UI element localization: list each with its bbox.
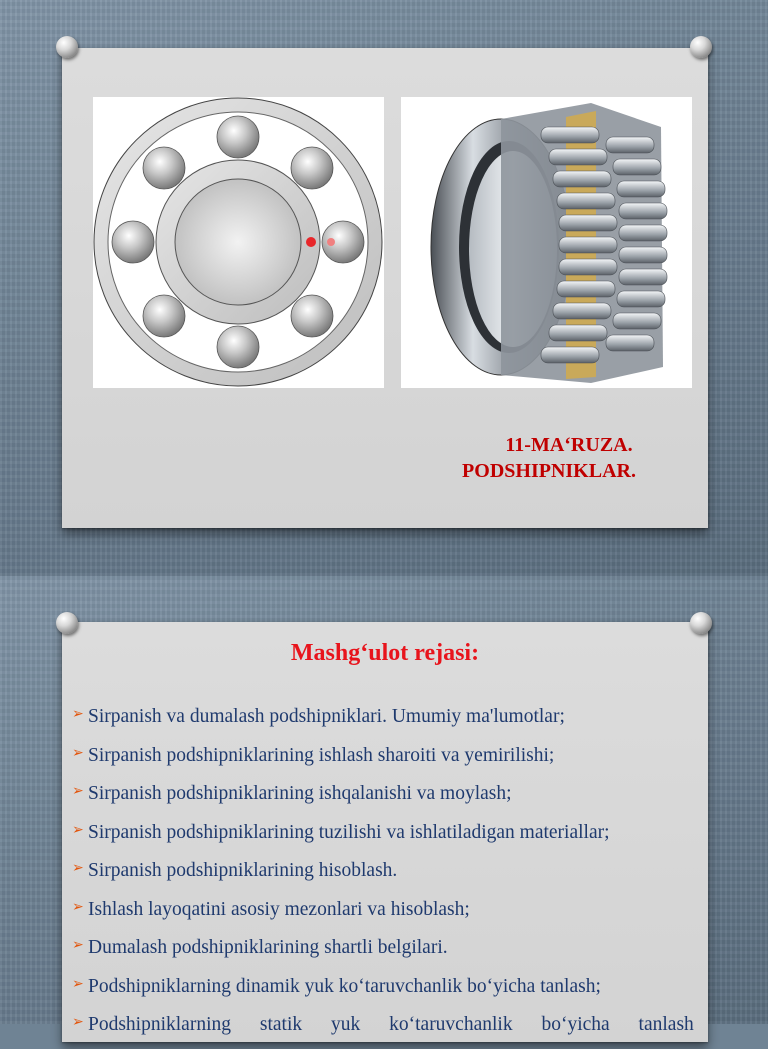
pushpin-icon	[690, 36, 712, 58]
arrow-bullet-icon: ➢	[72, 976, 84, 992]
roller-bearing-image	[401, 97, 692, 388]
list-item: ➢ Sirpanish va dumalash podshipniklari. Umumiy ma'lumotlar;	[72, 702, 692, 741]
arrow-bullet-icon: ➢	[72, 861, 84, 876]
arrow-bullet-icon: ➢	[72, 899, 84, 915]
plan-heading: Mashg‘ulot rejasi:	[290, 640, 480, 666]
arrow-bullet-icon: ➢	[72, 1015, 84, 1030]
cylindrical-roller-bearing-photo	[401, 97, 692, 388]
lecture-title-line1: 11-MA‘RUZA.	[505, 434, 633, 456]
list-item: ➢ Sirpanish podshipniklarining tuzilishi va ishlatiladigan materiallar;	[72, 818, 692, 857]
slide-2	[0, 576, 768, 1035]
list-item: ➢ Sirpanish podshipniklarining hisoblash.	[72, 856, 692, 895]
ball-bearing-diagram	[93, 97, 384, 388]
list-item: ➢ Sirpanish podshipniklarining ishqalanishi va moylash;	[72, 779, 692, 818]
list-item: ➢ Podshipniklarning dinamik yuk ko‘taruvchanlik bo‘yicha tanlash;	[72, 972, 692, 1011]
pushpin-icon	[56, 612, 78, 634]
arrow-bullet-icon: ➢	[72, 822, 84, 838]
list-item: ➢ Podshipniklarning statik yuk ko‘taruvchanlik bo‘yicha tanlash	[72, 1010, 692, 1049]
arrow-bullet-icon: ➢	[72, 784, 84, 799]
pushpin-icon	[56, 36, 78, 58]
arrow-bullet-icon: ➢	[72, 707, 84, 722]
list-item: ➢ Dumalash podshipniklarining shartli belgilari.	[72, 933, 692, 972]
lecture-title-line2: PODSHIPNIKLAR.	[462, 460, 636, 482]
plan-list	[72, 702, 692, 1049]
arrow-bullet-icon: ➢	[72, 938, 84, 953]
arrow-bullet-icon: ➢	[72, 745, 84, 761]
list-item: ➢ Ishlash layoqatini asosiy mezonlari va hisoblash;	[72, 895, 692, 934]
ball-bearing-image	[93, 97, 384, 388]
list-item: ➢ Sirpanish podshipniklarining ishlash sharoiti va yemirilishi;	[72, 741, 692, 780]
pushpin-icon	[690, 612, 712, 634]
